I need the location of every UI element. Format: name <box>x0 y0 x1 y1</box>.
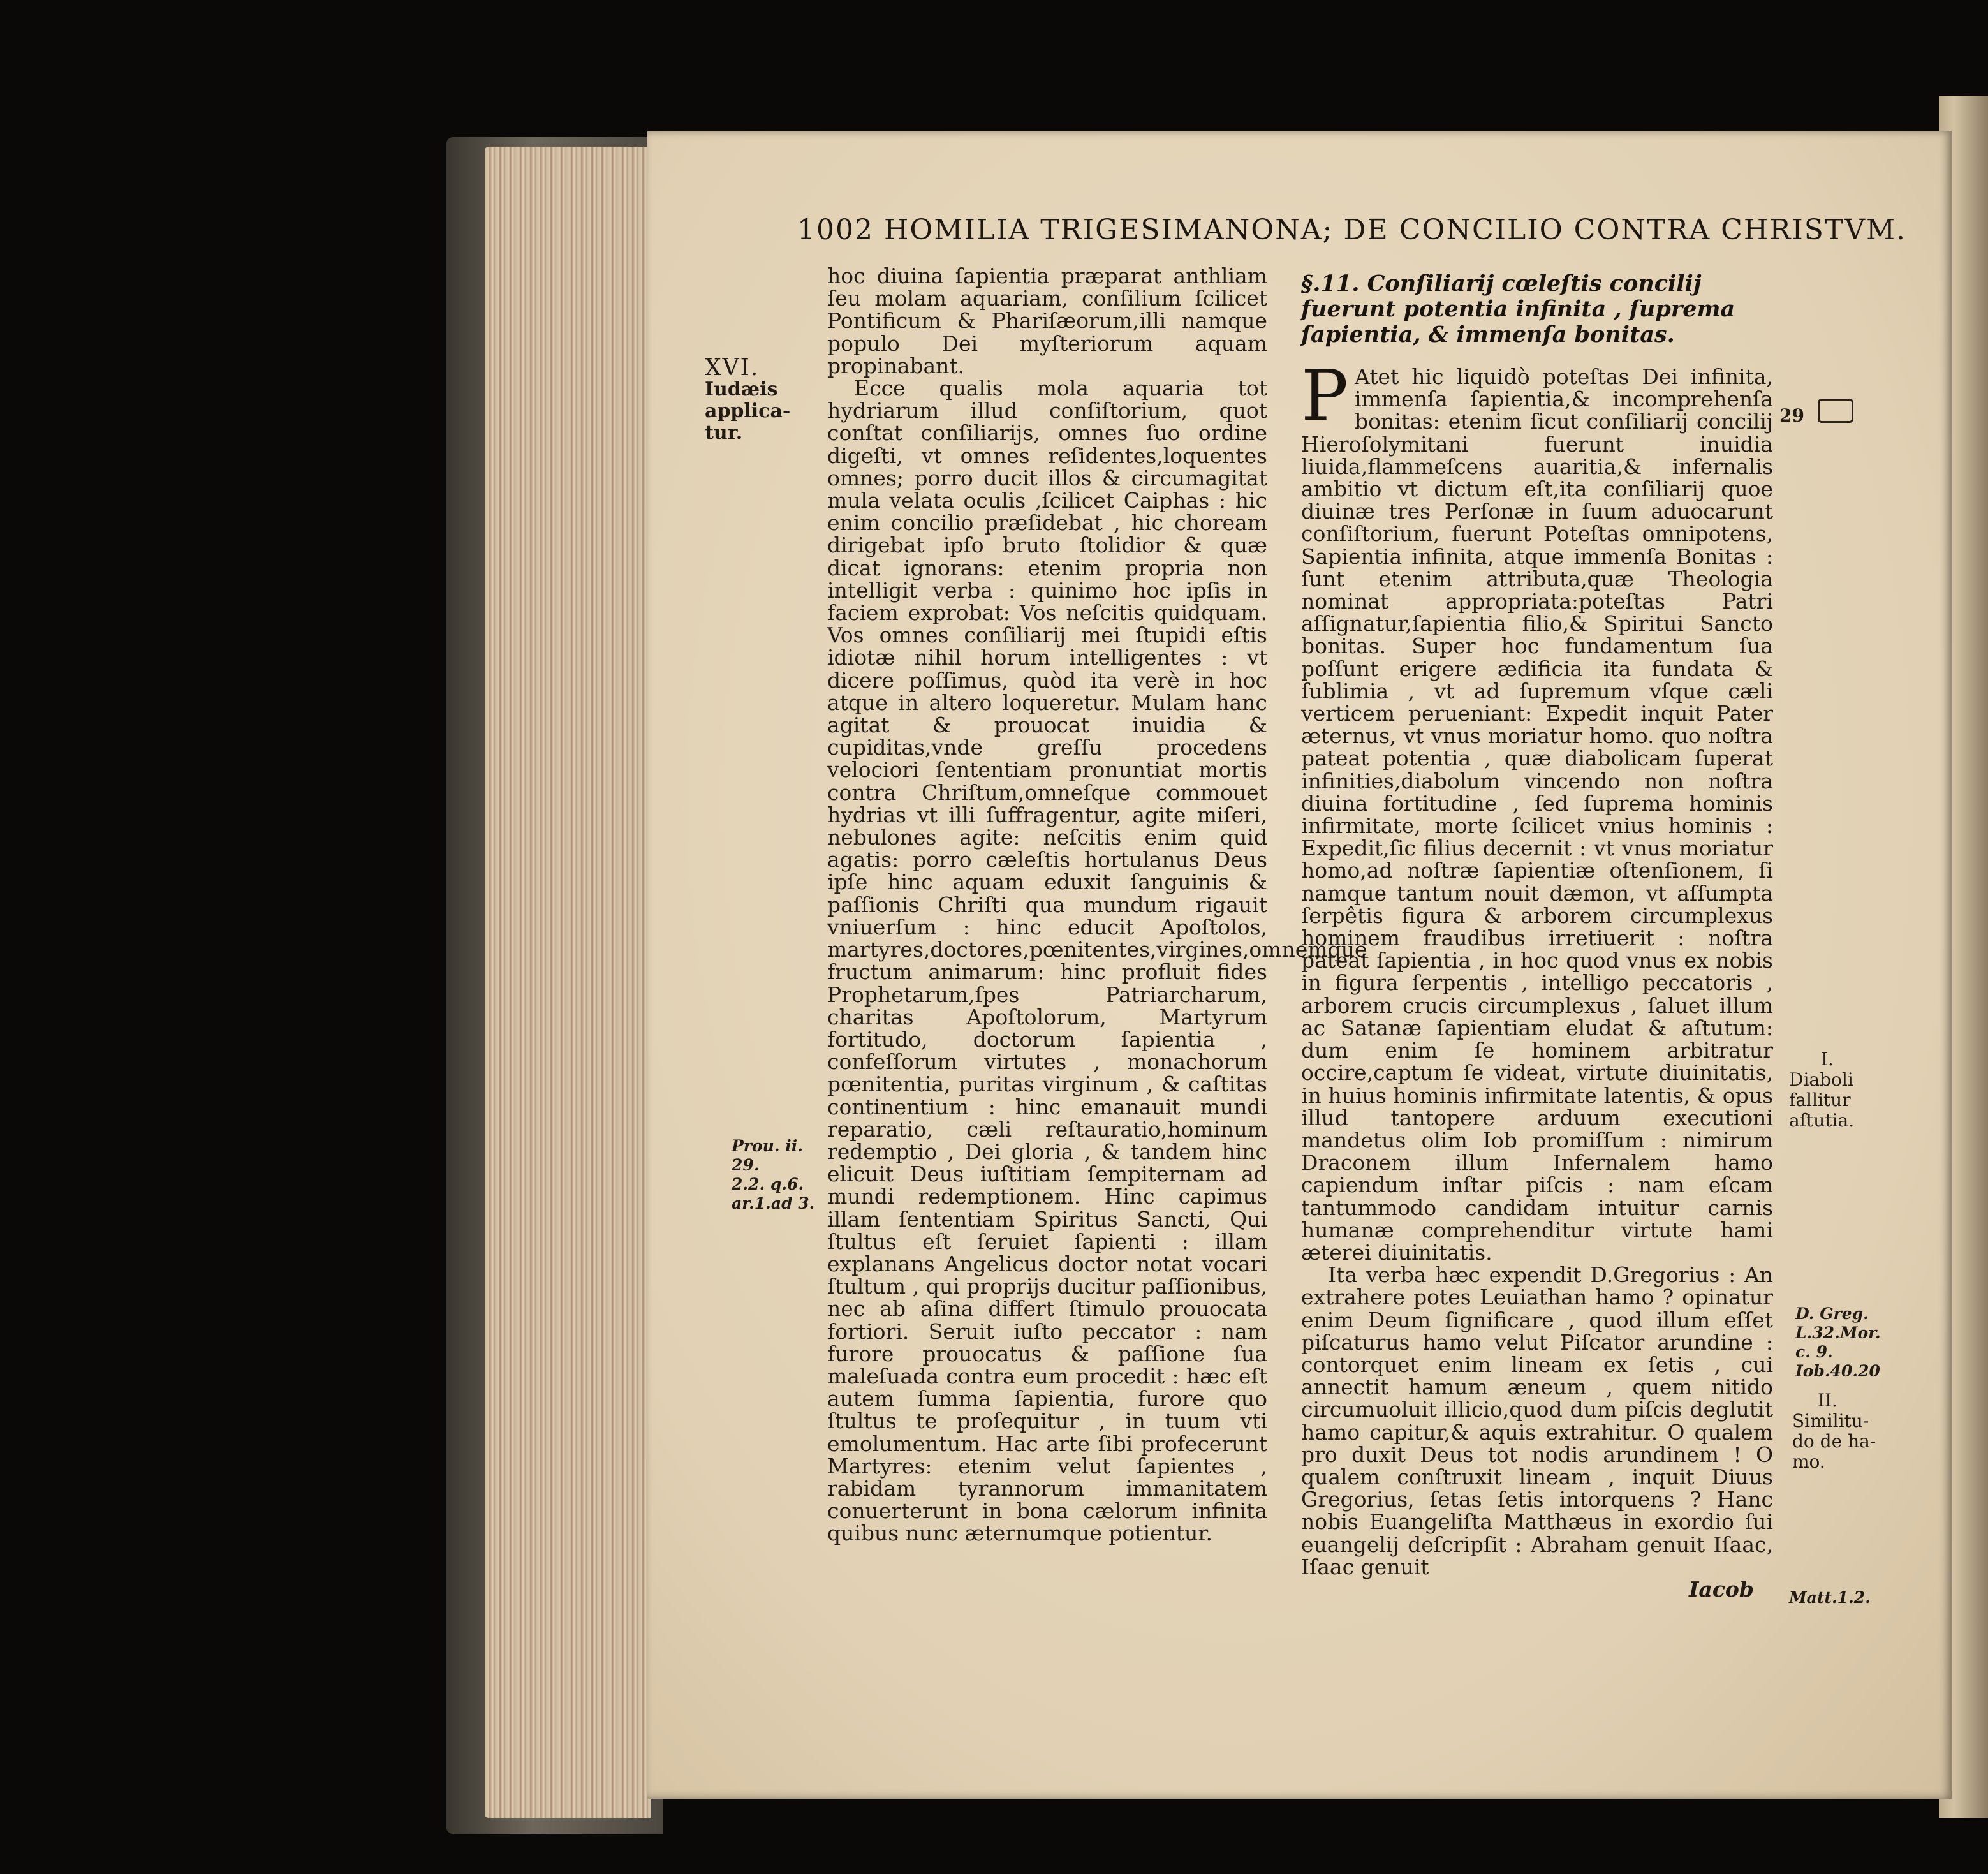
paragraph <box>1301 355 1773 1265</box>
margin-roman: II. <box>1818 1390 1838 1411</box>
reference-line: L.32.Mor. <box>1795 1324 1881 1342</box>
running-header <box>797 214 1906 246</box>
reference-line: 29. <box>732 1156 760 1174</box>
right-margin-note <box>1789 1049 1885 1131</box>
margin-note-line: fallitur <box>1789 1089 1851 1110</box>
reference-line: 2.2. q.6. <box>732 1175 804 1193</box>
right-column <box>1301 271 1773 1600</box>
margin-note-line: Diaboli <box>1789 1069 1853 1090</box>
margin-note-line: aſtutia. <box>1789 1110 1855 1131</box>
reference-line: c. 9. <box>1795 1343 1833 1361</box>
page-edges <box>485 147 651 1818</box>
right-margin-reference <box>1795 1304 1904 1381</box>
paragraph: Ita verba hæc expendit D.Gregorius : An extrahere potes Leuiathan hamo ? opinatur enim Deum ſignificare , quod illum eſſet piſcaturus hamo velut Piſcator arundine : contorquet enim lineam ex ſetis , cui annectit hamum æneum , quem nitido circumuoluit illicio,quod dum piſcis deglutit hamo capitur,& aquis extrahitur. O qualem pro duxit Deus tot nodis arundinem ! O qualem conſtruxit lineam , inquit Diuus Gregorius, ſetas ſetis intorquens ? Hanc nobis Euangeliſta Matthæus in exordio ſui euangelij deſcripſit : Abraham genuit Iſaac, Iſaac genuit <box>1301 1262 1773 1579</box>
paragraph-text: Atet hic liquidò poteſtas Dei infinita, immenſa ſapientia,& incomprehenſa bonitas: etenim ſicut conſiliarij concilij Hieroſolymitani fuerunt inuidia liuida,flammeſcens auaritia,& infernalis ambitio vt dictum eſt,ita conſiliarij quoe diuinæ tres Perſonæ in ſuum aduocarunt conſiſtorium, fuerunt Poteſtas omnipotens, Sapientia infinita, atque immenſa Bonitas : ſunt etenim attributa,quæ Theologia nominat appropriata:poteſtas Patri aſſignatur,ſapientia filio,& Spiritui Sancto bonitas. Super hoc fundamentum ſua poſſunt erigere ædificia ita fundata & ſublimia , vt ad ſupremum vſque cæli verticem perueniant: Expedit inquit Pater æternus, vt vnus moriatur homo. quo noſtra pateat potentia , quæ diabolicam ſuperat infinities,diabolum vincendo non noſtra diuina fortitudine , ſed ſuprema hominis infirmitate, morte ſcilicet vnius hominis : Expedit,ſic filius decernit : vt vnus moriatur homo,ad noſtræ ſapientiæ oſtenſionem, ſi namque tantum nouit dæmon, vt aſſumpta ſerpêtis figura & arborem circumplexus hominem fraudibus irretiuerit : noſtra pateat ſapientia , in hoc quod vnus ex nobis in figura ſerpentis , intelligo peccatoris , arborem crucis circumplexus , ſaluet illum ac Satanæ ſapientiam eludat & aſtutum: dum enim ſe hominem arbitratur occire,captum ſe videat, virtute diuinitatis, in huius hominis infirmitate latentis, & opus illud tantopere arduum executioni mandetus olim Iob promiſſum : nimirum Draconem illum Infernalem hamo capiendum inſtar piſcis : nam eſcam tantummodo candidam intuitur carnis humanæ comprehenditur virtute hami æterei diuinitatis. <box>1301 364 1773 1265</box>
margin-note-line: Iudæis <box>705 378 778 401</box>
paragraph: hoc diuina ſapientia præparat anthliam ſeu molam aquariam, conſilium ſcilicet Pontificum & Phariſæorum,illi namque populo Dei myſteriorum aquam propinabant. <box>827 263 1267 378</box>
reference-line: Iob.40.20 <box>1795 1362 1880 1380</box>
line-number: 29 <box>1779 405 1804 426</box>
drop-cap: P <box>1301 355 1349 436</box>
left-column <box>827 263 1367 1546</box>
left-margin-reference <box>732 1137 821 1213</box>
book-page <box>647 131 1952 1799</box>
left-margin-note <box>705 355 791 444</box>
margin-note-line: do de ha- <box>1792 1431 1876 1452</box>
paragraph: Ecce qualis mola aquaria tot hydriarum illud conſiſtorium, quot conſtat conſiliarijs, omnes ſuo ordine digeſti, vt omnes reſidentes,loquentes omnes; porro ducit illos & circumagitat mula velata oculis ,ſcilicet Caiphas : hic enim concilio præſidebat , hic choream dirigebat ipſo bruto ſtolidior & quæ dicat ignorans: etenim propria non intelligit verba : quinimo hoc ipſis in faciem exprobat: Vos neſcitis quidquam. Vos omnes conſiliarij mei ſtupidi eſtis idiotæ nihil horum intelligentes : vt dicere poſſimus, quòd ita verè in hoc atque in altero loqueretur. Mulam hanc agitat & prouocat inuidia & cupiditas,vnde greſſu procedens velociori ſententiam pronuntiat mortis contra Chriſtum,omneſque commouet hydrias vt illi ſuffragentur, agite miſeri, nebulones agite: neſcitis enim quid agatis: porro cæleſtis hortulanus Deus ipſe hinc aquam eduxit ſanguinis & paſſionis Chriſti qua mundum rigauit vniuerſum : hinc educit Apoſtolos, martyres,doctores,pœnitentes,virgines,omnemque fructum animarum: hinc profluit fides Prophetarum,ſpes Patriarcharum, charitas Apoſtolorum, Martyrum fortitudo, doctorum ſapientia , confeſſorum virtutes , monachorum pœnitentia, puritas virginum , & caſtitas continentium : hinc emanauit mundi reparatio, cæli reſtauratio,hominum redemptio , Dei gloria , & tandem hinc elicuit Deus iuſtitiam ſempiternam ad mundi redemptionem. Hinc capimus illam ſententiam Spiritus Sancti, Qui ſtultus eſt ſeruiet ſapienti : illam explanans Angelicus doctor notat vocari ſtultum , qui proprijs ducitur paſſionibus, nec ab aſina differt ſtimulo prouocata fortiori. Seruit iuſto peccator : nam furore prouocatus & paſſione ſua maleſuada contra eum procedit : hæc eſt autem ſumma ſapientia, furore quo ſtultus te proſequitur , in tuum vti emolumentum. Hac arte ſibi profecerunt Martyres: etenim velut ſapientes , rabidam tyrannorum immanitatem conuerterunt in bona cælorum infinita quibus nunc æternumque potientur. <box>827 376 1367 1546</box>
margin-note-line: tur. <box>705 422 743 444</box>
page-number: 1002 <box>797 214 874 246</box>
reference-line: Prou. ii. <box>732 1137 803 1155</box>
right-margin-note <box>1792 1391 1894 1472</box>
margin-note-line: applica- <box>705 400 791 422</box>
section-heading: §.11. Conſiliarij cœleſtis concilij fuerunt potentia infinita , ſuprema ſapientia, & immenſa bonitas. <box>1301 270 1735 348</box>
running-title: HOMILIA TRIGESIMANONA; DE CONCILIO CONTRA CHRISTVM. <box>883 214 1907 246</box>
margin-roman: I. <box>1821 1049 1834 1070</box>
pointing-hand-mark <box>1818 399 1853 423</box>
margin-note-line: mo. <box>1792 1451 1825 1472</box>
catchword: Iacob <box>1689 1576 1754 1602</box>
margin-roman: XVI. <box>705 355 760 381</box>
right-margin-reference: Matt.1.2. <box>1789 1588 1871 1607</box>
reference-line: D. Greg. <box>1795 1304 1869 1323</box>
margin-note-line: Similitu- <box>1792 1410 1869 1431</box>
reference-line: ar.1.ad 3. <box>732 1194 815 1213</box>
